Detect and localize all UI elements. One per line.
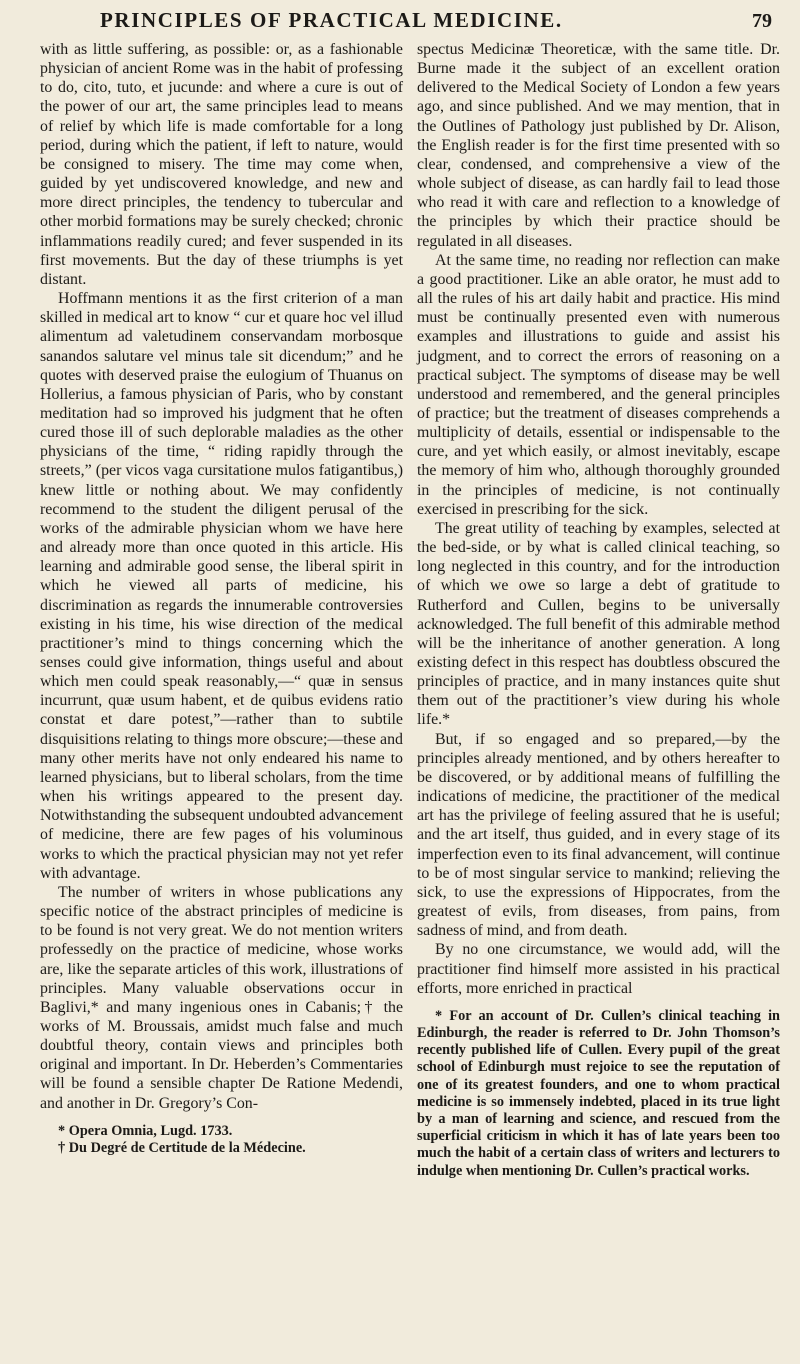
page-number: 79 [752, 10, 772, 32]
left-paragraph-1: with as little suffering, as possible: or, as a fashionable physician of ancient Rome was in the habit of professing to do, cito, tuto, et jucunde: and where a cure is out of the power of our art, the same principles lead to means of relief by which life is made comfortable for a long period, during which the patient, if left to nature, would be consigned to misery. The time may come when, guided by yet undiscovered knowledge, and new and more direct principles, the tendency to tubercular and other morbid formations may be surely checked; chronic inflammations readily cured; and fever suspended in its first movements. But the day of these triumphs is yet distant. [40, 41, 403, 288]
left-footnotes [40, 1123, 403, 1157]
right-paragraph-3: The great utility of teaching by examples, selected at the bed-side, or by what is called clinical teaching, so long neglected in this country, and for the introduction of which we owe so large a debt of gratitude to Rutherford and Cullen, begins to be universally acknowledged. The full benefit of this admirable method will be the inheritance of another generation. A long existing defect in this respect has doubtless obscured the principles of practice, and in many instances quite shut them out of the practitioner’s view during his whole life.* [417, 519, 780, 729]
left-footnote-2: † Du Degré de Certitude de la Médecine. [58, 1139, 306, 1156]
right-paragraph-4: But, if so engaged and so prepared,—by the principles already mentioned, and by others hereafter to be discovered, or by additional means of fulfilling the indications of medicine, the practitioner of the medical art has the privilege of feeling assured that he is useful; and the art itself, thus guided, and in every stage of its imperfection even to its final advancement, will continue to be of most singular service to mankind; relieving the sick, to use the expressions of Hippocrates, from the greatest of evils, from diseases, from pains, from sadness of mind, and from death. [417, 730, 780, 940]
right-paragraph-2: At the same time, no reading nor reflection can make a good practitioner. Like an able orator, he must add to all the rules of his art daily habit and practice. His mind must be continually presented even with numerous examples and illustrations to guide and assist his judgment, and to correct the errors of reasoning on a practical subject. The symptoms of disease may be well understood and remembered, and the general principles of practice; but the treatment of diseases comprehends a multiplicity of details, essential or indispensable to the cure, and yet which easily, or almost inevitably, escape the memory of him who, although thoroughly grounded in the principles of medicine, is not continually exercised in prescribing for the sick. [417, 251, 780, 518]
left-column [40, 40, 403, 1180]
left-paragraph-2: Hoffmann mentions it as the first criterion of a man skilled in medical art to know “ cur et quare hoc vel illud alimentum ad valetudinem conservandam morbosque sanandos salutare vel minus tale sit dicendum;” and he quotes with deserved praise the eulogium of Thuanus on Hollerius, a famous physician of Paris, who by constant meditation had so improved his judgment that he often cured those ill of such deplorable maladies as the other physicians of the time, “ riding rapidly through the streets,” (per vicos vaga cursitatione mulos fatigantibus,) knew little or nothing about. We may confidently recommend to the student the diligent perusal of the works of the admirable physician whom we have here and already more than once quoted in this article. His learning and admirable good sense, the liberal spirit in which he viewed all parts of medicine, his discrimination as regards the innumerable controversies existing in his time, his wise direction of the medical practitioner’s mind to things concerning which the senses could give information, things useful and about which men could speak reasonably,—“ quæ in sensus incurrunt, quæ usum habent, et de quibus evidens ratio constat et dare potest,”—rather than to subtile disquisitions relating to things more obscure;—these and many other merits have not only endeared his name to learned physicians, but to liberal scholars, from the time when his writings appeared to the present day. Notwithstanding the subsequent undoubted advancement of medicine, there are few pages of his voluminous works to which the practical physician may not yet refer with advantage. [40, 290, 403, 882]
right-footnote-1: * For an account of Dr. Cullen’s clinical teaching in Edinburgh, the reader is referred to Dr. John Thomson’s recently published life of Cullen. Every pupil of the great school of Edinburgh must rejoice to see the reputation of one of its greatest founders, and one to whom practical medicine is so immensely indebted, placed in its true light by a man of learning and science, and rescued from the superficial criticism in which it has of late years been too much the habit of a certain class of writers and lecturers to indulge when mentioning Dr. Cullen’s practical works. [417, 1007, 780, 1179]
running-head [40, 4, 778, 34]
text-columns [40, 40, 780, 1180]
right-column [417, 40, 780, 1180]
left-paragraph-3: The number of writers in whose publications any specific notice of the abstract principles of medicine is to be found is not very great. We do not mention writers professedly on the practice of medicine, whose works are, like the separate articles of this work, illustrations of principles. Many valuable observations occur in Baglivi,* and many ingenious ones in Cabanis;† the works of M. Broussais, amidst much false and much doubtful theory, contain views and principles both original and important. In Dr. Heberden’s Commentaries will be found a sensible chapter De Ratione Medendi, and another in Dr. Gregory’s Con- [40, 883, 403, 1112]
running-title: PRINCIPLES OF PRACTICAL MEDICINE. [100, 8, 563, 32]
right-paragraph-5: By no one circumstance, we would add, will the practitioner find himself more assisted in his practical efforts, more enriched in practical [417, 941, 780, 997]
right-footnotes [417, 1008, 780, 1180]
left-footnote-1: * Opera Omnia, Lugd. 1733. [58, 1122, 233, 1139]
right-paragraph-1: spectus Medicinæ Theoreticæ, with the same title. Dr. Burne made it the subject of an excellent oration delivered to the Medical Society of London a few years ago, and since published. And we may mention, that in the Outlines of Pathology just published by Dr. Alison, the English reader is for the first time presented with so clear, condensed, and comprehensive a view of the whole subject of disease, as can hardly fail to lead those who read it with care and reflection to a knowledge of the principles by which their practice should be regulated in all diseases. [417, 41, 780, 250]
